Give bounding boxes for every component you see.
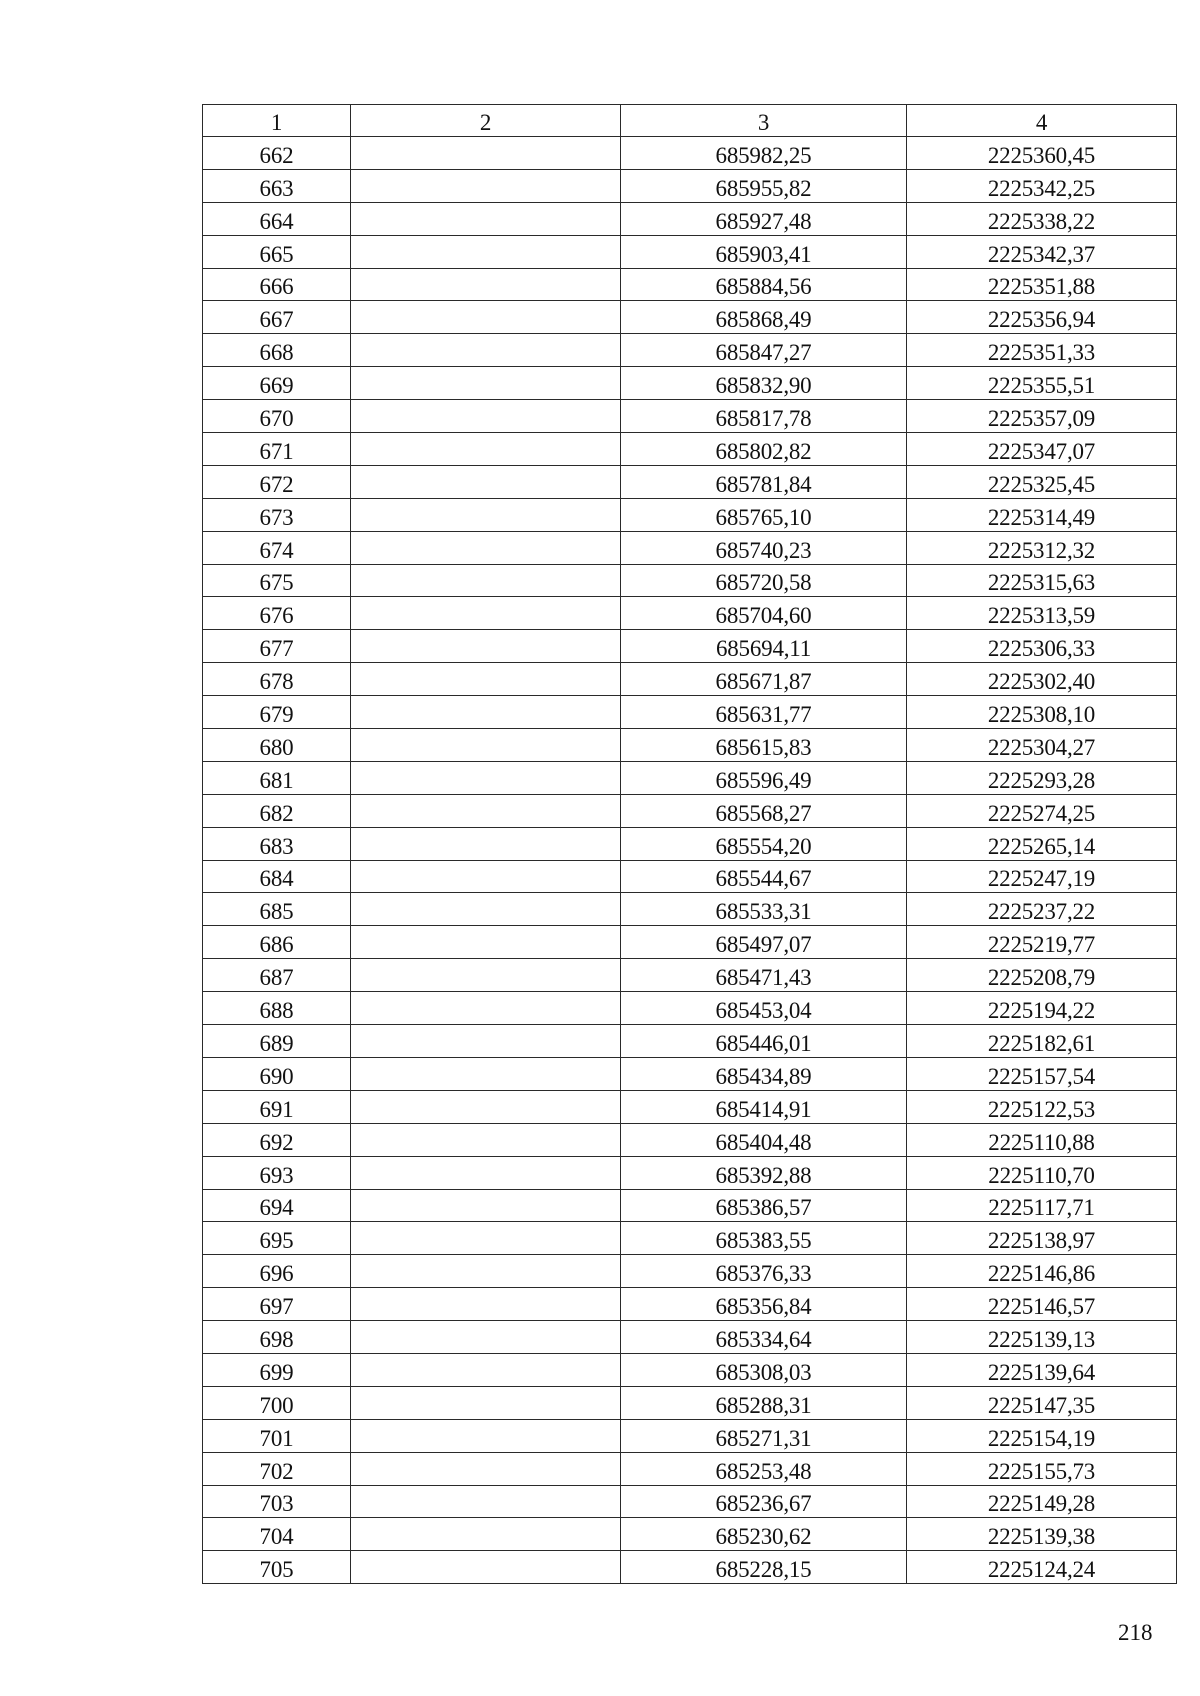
coordinate-x-cell: 685671,87 xyxy=(621,663,907,696)
coordinate-y-cell: 2225117,71 xyxy=(907,1189,1177,1222)
table-row xyxy=(203,1090,1177,1123)
coordinate-x-cell: 685376,33 xyxy=(621,1255,907,1288)
coordinate-y-cell: 2225325,45 xyxy=(907,465,1177,498)
column-header-2: 2 xyxy=(351,105,621,137)
empty-cell xyxy=(351,729,621,762)
empty-cell xyxy=(351,761,621,794)
empty-cell xyxy=(351,1156,621,1189)
point-number-cell: 685 xyxy=(203,893,351,926)
point-number-cell: 686 xyxy=(203,926,351,959)
point-number-cell: 683 xyxy=(203,827,351,860)
page-number: 218 xyxy=(1118,1620,1153,1645)
point-number-cell: 679 xyxy=(203,696,351,729)
empty-cell xyxy=(351,1255,621,1288)
coordinate-x-cell: 685903,41 xyxy=(621,235,907,268)
coordinate-x-cell: 685694,11 xyxy=(621,630,907,663)
coordinate-y-cell: 2225306,33 xyxy=(907,630,1177,663)
table-row xyxy=(203,268,1177,301)
coordinate-x-cell: 685471,43 xyxy=(621,959,907,992)
table-row xyxy=(203,794,1177,827)
point-number-cell: 699 xyxy=(203,1353,351,1386)
coordinate-x-cell: 685765,10 xyxy=(621,498,907,531)
empty-cell xyxy=(351,1353,621,1386)
coordinate-y-cell: 2225154,19 xyxy=(907,1419,1177,1452)
point-number-cell: 688 xyxy=(203,992,351,1025)
coordinate-x-cell: 685884,56 xyxy=(621,268,907,301)
empty-cell xyxy=(351,1321,621,1354)
coordinate-y-cell: 2225351,88 xyxy=(907,268,1177,301)
coordinate-y-cell: 2225208,79 xyxy=(907,959,1177,992)
coordinate-x-cell: 685334,64 xyxy=(621,1321,907,1354)
coordinate-x-cell: 685414,91 xyxy=(621,1090,907,1123)
table-row xyxy=(203,1419,1177,1452)
coordinate-y-cell: 2225182,61 xyxy=(907,1025,1177,1058)
coordinate-x-cell: 685453,04 xyxy=(621,992,907,1025)
point-number-cell: 705 xyxy=(203,1551,351,1584)
table-row xyxy=(203,498,1177,531)
point-number-cell: 691 xyxy=(203,1090,351,1123)
point-number-cell: 667 xyxy=(203,301,351,334)
coordinate-x-cell: 685554,20 xyxy=(621,827,907,860)
coordinate-y-cell: 2225314,49 xyxy=(907,498,1177,531)
table-row xyxy=(203,1485,1177,1518)
coordinate-x-cell: 685596,49 xyxy=(621,761,907,794)
coordinate-x-cell: 685386,57 xyxy=(621,1189,907,1222)
coordinate-x-cell: 685568,27 xyxy=(621,794,907,827)
table-row xyxy=(203,169,1177,202)
coordinate-y-cell: 2225347,07 xyxy=(907,433,1177,466)
coordinate-x-cell: 685404,48 xyxy=(621,1123,907,1156)
coordinate-x-cell: 685271,31 xyxy=(621,1419,907,1452)
point-number-cell: 702 xyxy=(203,1452,351,1485)
point-number-cell: 697 xyxy=(203,1288,351,1321)
table-row xyxy=(203,893,1177,926)
empty-cell xyxy=(351,1485,621,1518)
coordinate-y-cell: 2225146,57 xyxy=(907,1288,1177,1321)
table-row xyxy=(203,564,1177,597)
coordinate-y-cell: 2225247,19 xyxy=(907,860,1177,893)
point-number-cell: 673 xyxy=(203,498,351,531)
coordinate-y-cell: 2225308,10 xyxy=(907,696,1177,729)
point-number-cell: 690 xyxy=(203,1057,351,1090)
coordinate-x-cell: 685533,31 xyxy=(621,893,907,926)
coordinate-y-cell: 2225139,64 xyxy=(907,1353,1177,1386)
empty-cell xyxy=(351,696,621,729)
coordinate-x-cell: 685236,67 xyxy=(621,1485,907,1518)
point-number-cell: 703 xyxy=(203,1485,351,1518)
point-number-cell: 689 xyxy=(203,1025,351,1058)
point-number-cell: 676 xyxy=(203,597,351,630)
coordinate-y-cell: 2225146,86 xyxy=(907,1255,1177,1288)
point-number-cell: 687 xyxy=(203,959,351,992)
coordinates-table-container xyxy=(202,104,1176,1584)
empty-cell xyxy=(351,400,621,433)
table-row xyxy=(203,334,1177,367)
point-number-cell: 701 xyxy=(203,1419,351,1452)
coordinate-x-cell: 685802,82 xyxy=(621,433,907,466)
coordinate-y-cell: 2225139,13 xyxy=(907,1321,1177,1354)
point-number-cell: 681 xyxy=(203,761,351,794)
empty-cell xyxy=(351,564,621,597)
coordinate-y-cell: 2225357,09 xyxy=(907,400,1177,433)
empty-cell xyxy=(351,597,621,630)
empty-cell xyxy=(351,334,621,367)
empty-cell xyxy=(351,498,621,531)
point-number-cell: 696 xyxy=(203,1255,351,1288)
table-body xyxy=(203,137,1177,1584)
table-row xyxy=(203,729,1177,762)
coordinate-x-cell: 685434,89 xyxy=(621,1057,907,1090)
coordinate-x-cell: 685383,55 xyxy=(621,1222,907,1255)
empty-cell xyxy=(351,1189,621,1222)
point-number-cell: 677 xyxy=(203,630,351,663)
point-number-cell: 669 xyxy=(203,367,351,400)
table-row xyxy=(203,597,1177,630)
point-number-cell: 695 xyxy=(203,1222,351,1255)
coordinate-x-cell: 685228,15 xyxy=(621,1551,907,1584)
table-row xyxy=(203,926,1177,959)
point-number-cell: 672 xyxy=(203,465,351,498)
empty-cell xyxy=(351,202,621,235)
table-row xyxy=(203,860,1177,893)
table-row xyxy=(203,827,1177,860)
empty-cell xyxy=(351,465,621,498)
point-number-cell: 704 xyxy=(203,1518,351,1551)
coordinate-y-cell: 2225302,40 xyxy=(907,663,1177,696)
table-row xyxy=(203,761,1177,794)
coordinate-y-cell: 2225304,27 xyxy=(907,729,1177,762)
table-row xyxy=(203,1551,1177,1584)
table-row xyxy=(203,1123,1177,1156)
table-row xyxy=(203,1222,1177,1255)
coordinate-y-cell: 2225265,14 xyxy=(907,827,1177,860)
coordinate-y-cell: 2225149,28 xyxy=(907,1485,1177,1518)
point-number-cell: 700 xyxy=(203,1386,351,1419)
coordinate-x-cell: 685740,23 xyxy=(621,531,907,564)
table-header-row xyxy=(203,105,1177,137)
coordinate-x-cell: 685781,84 xyxy=(621,465,907,498)
point-number-cell: 680 xyxy=(203,729,351,762)
coordinate-x-cell: 685631,77 xyxy=(621,696,907,729)
coordinate-x-cell: 685230,62 xyxy=(621,1518,907,1551)
empty-cell xyxy=(351,926,621,959)
column-header-4: 4 xyxy=(907,105,1177,137)
empty-cell xyxy=(351,367,621,400)
empty-cell xyxy=(351,663,621,696)
empty-cell xyxy=(351,137,621,170)
coordinate-y-cell: 2225342,25 xyxy=(907,169,1177,202)
table-row xyxy=(203,301,1177,334)
empty-cell xyxy=(351,1288,621,1321)
table-row xyxy=(203,1353,1177,1386)
coordinate-y-cell: 2225312,32 xyxy=(907,531,1177,564)
table-row xyxy=(203,696,1177,729)
empty-cell xyxy=(351,1419,621,1452)
empty-cell xyxy=(351,301,621,334)
coordinate-x-cell: 685720,58 xyxy=(621,564,907,597)
coordinates-table xyxy=(202,104,1177,1584)
table-row xyxy=(203,137,1177,170)
coordinate-x-cell: 685288,31 xyxy=(621,1386,907,1419)
empty-cell xyxy=(351,169,621,202)
column-header-3: 3 xyxy=(621,105,907,137)
table-row xyxy=(203,1025,1177,1058)
coordinate-y-cell: 2225138,97 xyxy=(907,1222,1177,1255)
coordinate-x-cell: 685253,48 xyxy=(621,1452,907,1485)
point-number-cell: 698 xyxy=(203,1321,351,1354)
point-number-cell: 694 xyxy=(203,1189,351,1222)
coordinate-x-cell: 685982,25 xyxy=(621,137,907,170)
table-row xyxy=(203,1156,1177,1189)
table-row xyxy=(203,1288,1177,1321)
table-row xyxy=(203,1321,1177,1354)
coordinate-x-cell: 685868,49 xyxy=(621,301,907,334)
point-number-cell: 664 xyxy=(203,202,351,235)
table-row xyxy=(203,992,1177,1025)
coordinate-y-cell: 2225360,45 xyxy=(907,137,1177,170)
coordinate-y-cell: 2225274,25 xyxy=(907,794,1177,827)
table-row xyxy=(203,465,1177,498)
point-number-cell: 671 xyxy=(203,433,351,466)
coordinate-x-cell: 685927,48 xyxy=(621,202,907,235)
empty-cell xyxy=(351,1386,621,1419)
coordinate-x-cell: 685356,84 xyxy=(621,1288,907,1321)
table-row xyxy=(203,1386,1177,1419)
coordinate-y-cell: 2225315,63 xyxy=(907,564,1177,597)
point-number-cell: 668 xyxy=(203,334,351,367)
point-number-cell: 663 xyxy=(203,169,351,202)
empty-cell xyxy=(351,794,621,827)
empty-cell xyxy=(351,1057,621,1090)
coordinate-y-cell: 2225110,70 xyxy=(907,1156,1177,1189)
table-row xyxy=(203,1057,1177,1090)
empty-cell xyxy=(351,959,621,992)
table-row xyxy=(203,235,1177,268)
coordinate-x-cell: 685615,83 xyxy=(621,729,907,762)
coordinate-y-cell: 2225194,22 xyxy=(907,992,1177,1025)
coordinate-x-cell: 685446,01 xyxy=(621,1025,907,1058)
table-row xyxy=(203,531,1177,564)
empty-cell xyxy=(351,235,621,268)
coordinate-x-cell: 685497,07 xyxy=(621,926,907,959)
point-number-cell: 692 xyxy=(203,1123,351,1156)
point-number-cell: 666 xyxy=(203,268,351,301)
coordinate-y-cell: 2225155,73 xyxy=(907,1452,1177,1485)
point-number-cell: 665 xyxy=(203,235,351,268)
empty-cell xyxy=(351,1025,621,1058)
table-row xyxy=(203,202,1177,235)
table-row xyxy=(203,959,1177,992)
point-number-cell: 662 xyxy=(203,137,351,170)
coordinate-y-cell: 2225313,59 xyxy=(907,597,1177,630)
coordinate-y-cell: 2225124,24 xyxy=(907,1551,1177,1584)
point-number-cell: 678 xyxy=(203,663,351,696)
point-number-cell: 684 xyxy=(203,860,351,893)
coordinate-y-cell: 2225147,35 xyxy=(907,1386,1177,1419)
coordinate-y-cell: 2225293,28 xyxy=(907,761,1177,794)
coordinate-x-cell: 685392,88 xyxy=(621,1156,907,1189)
coordinate-y-cell: 2225139,38 xyxy=(907,1518,1177,1551)
coordinate-y-cell: 2225342,37 xyxy=(907,235,1177,268)
empty-cell xyxy=(351,433,621,466)
empty-cell xyxy=(351,860,621,893)
coordinate-x-cell: 685817,78 xyxy=(621,400,907,433)
coordinate-x-cell: 685544,67 xyxy=(621,860,907,893)
coordinate-y-cell: 2225356,94 xyxy=(907,301,1177,334)
point-number-cell: 693 xyxy=(203,1156,351,1189)
empty-cell xyxy=(351,827,621,860)
column-header-1: 1 xyxy=(203,105,351,137)
coordinate-x-cell: 685704,60 xyxy=(621,597,907,630)
empty-cell xyxy=(351,1551,621,1584)
empty-cell xyxy=(351,630,621,663)
table-row xyxy=(203,1518,1177,1551)
coordinate-y-cell: 2225157,54 xyxy=(907,1057,1177,1090)
point-number-cell: 670 xyxy=(203,400,351,433)
coordinate-y-cell: 2225219,77 xyxy=(907,926,1177,959)
table-row xyxy=(203,630,1177,663)
empty-cell xyxy=(351,992,621,1025)
table-row xyxy=(203,367,1177,400)
coordinate-y-cell: 2225122,53 xyxy=(907,1090,1177,1123)
coordinate-y-cell: 2225338,22 xyxy=(907,202,1177,235)
coordinate-x-cell: 685955,82 xyxy=(621,169,907,202)
empty-cell xyxy=(351,1222,621,1255)
table-row xyxy=(203,400,1177,433)
empty-cell xyxy=(351,1452,621,1485)
point-number-cell: 675 xyxy=(203,564,351,597)
coordinate-x-cell: 685308,03 xyxy=(621,1353,907,1386)
table-row xyxy=(203,663,1177,696)
table-row xyxy=(203,1189,1177,1222)
coordinate-x-cell: 685832,90 xyxy=(621,367,907,400)
table-row xyxy=(203,433,1177,466)
empty-cell xyxy=(351,1518,621,1551)
point-number-cell: 682 xyxy=(203,794,351,827)
coordinate-y-cell: 2225237,22 xyxy=(907,893,1177,926)
empty-cell xyxy=(351,1090,621,1123)
coordinate-x-cell: 685847,27 xyxy=(621,334,907,367)
point-number-cell: 674 xyxy=(203,531,351,564)
empty-cell xyxy=(351,1123,621,1156)
coordinate-y-cell: 2225355,51 xyxy=(907,367,1177,400)
empty-cell xyxy=(351,893,621,926)
empty-cell xyxy=(351,531,621,564)
coordinate-y-cell: 2225351,33 xyxy=(907,334,1177,367)
empty-cell xyxy=(351,268,621,301)
coordinate-y-cell: 2225110,88 xyxy=(907,1123,1177,1156)
table-row xyxy=(203,1255,1177,1288)
table-row xyxy=(203,1452,1177,1485)
